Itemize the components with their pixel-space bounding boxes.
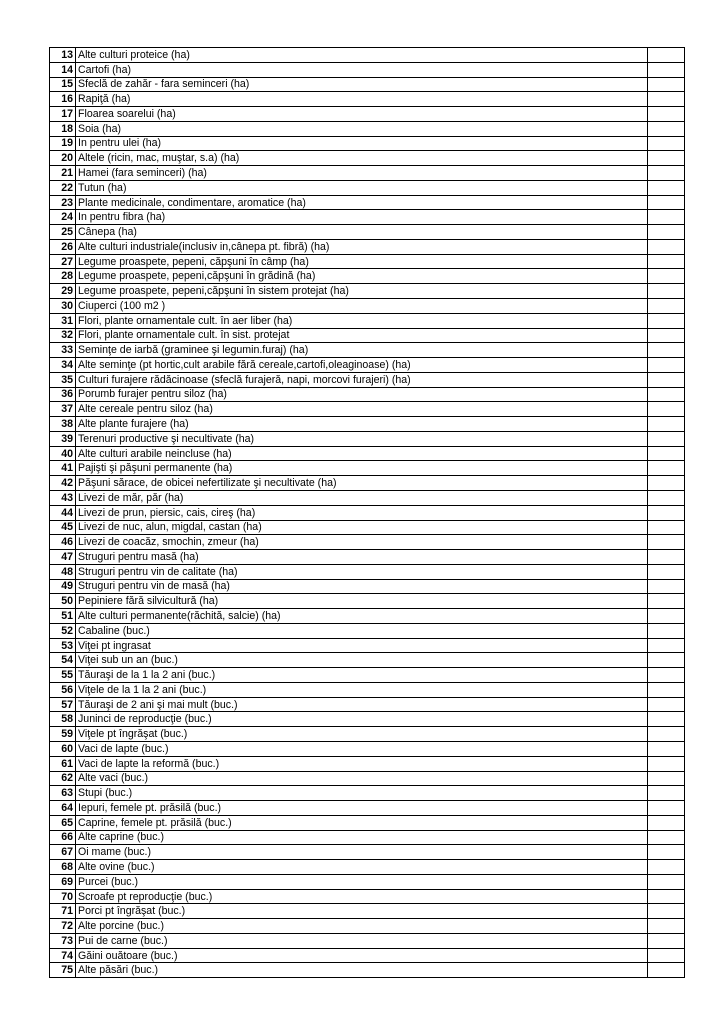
row-label: Porumb furajer pentru siloz (ha) <box>76 387 648 402</box>
table-row <box>50 372 685 387</box>
row-value-cell[interactable] <box>648 712 685 727</box>
row-label: Legume proaspete, pepeni, căpşuni în câmp (ha) <box>76 254 648 269</box>
table-row <box>50 638 685 653</box>
row-label: Struguri pentru vin de masă (ha) <box>76 579 648 594</box>
row-value-cell[interactable] <box>648 490 685 505</box>
row-label: Alte porcine (buc.) <box>76 919 648 934</box>
row-number: 73 <box>50 933 76 948</box>
row-value-cell[interactable] <box>648 564 685 579</box>
row-label: Tăuraşi de 2 ani şi mai mult (buc.) <box>76 697 648 712</box>
table-row <box>50 77 685 92</box>
row-value-cell[interactable] <box>648 520 685 535</box>
row-value-cell[interactable] <box>648 225 685 240</box>
row-number: 30 <box>50 299 76 314</box>
row-label: Struguri pentru masă (ha) <box>76 550 648 565</box>
row-label: Alte caprine (buc.) <box>76 830 648 845</box>
row-value-cell[interactable] <box>648 535 685 550</box>
row-value-cell[interactable] <box>648 180 685 195</box>
row-number: 37 <box>50 402 76 417</box>
row-value-cell[interactable] <box>648 62 685 77</box>
row-number: 66 <box>50 830 76 845</box>
row-number: 42 <box>50 476 76 491</box>
row-value-cell[interactable] <box>648 874 685 889</box>
table-row <box>50 490 685 505</box>
row-number: 72 <box>50 919 76 934</box>
table-row <box>50 889 685 904</box>
row-number: 59 <box>50 727 76 742</box>
row-value-cell[interactable] <box>648 815 685 830</box>
row-label: Floarea soarelui (ha) <box>76 107 648 122</box>
row-label: Scroafe pt reproducţie (buc.) <box>76 889 648 904</box>
row-number: 51 <box>50 609 76 624</box>
row-value-cell[interactable] <box>648 919 685 934</box>
row-label: Cânepa (ha) <box>76 225 648 240</box>
row-number: 75 <box>50 963 76 978</box>
row-value-cell[interactable] <box>648 446 685 461</box>
row-label: Alte culturi industriale(inclusiv in,cânepa pt. fibră) (ha) <box>76 239 648 254</box>
row-label: Culturi furajere rădăcinoase (sfeclă furajeră, napi, morcovi furajeri) (ha) <box>76 372 648 387</box>
row-number: 69 <box>50 874 76 889</box>
row-value-cell[interactable] <box>648 195 685 210</box>
row-label: Alte vaci (buc.) <box>76 771 648 786</box>
row-value-cell[interactable] <box>648 638 685 653</box>
table-row <box>50 919 685 934</box>
table-row <box>50 933 685 948</box>
row-label: Flori, plante ornamentale cult. în sist. protejat <box>76 328 648 343</box>
table-row <box>50 92 685 107</box>
row-number: 27 <box>50 254 76 269</box>
table-row <box>50 121 685 136</box>
table-row <box>50 505 685 520</box>
row-label: Livezi de măr, păr (ha) <box>76 490 648 505</box>
table-row <box>50 151 685 166</box>
row-number: 71 <box>50 904 76 919</box>
row-value-cell[interactable] <box>648 343 685 358</box>
row-value-cell[interactable] <box>648 756 685 771</box>
row-label: Livezi de coacăz, smochin, zmeur (ha) <box>76 535 648 550</box>
row-value-cell[interactable] <box>648 623 685 638</box>
table-row <box>50 727 685 742</box>
row-value-cell[interactable] <box>648 889 685 904</box>
table-row <box>50 830 685 845</box>
row-number: 32 <box>50 328 76 343</box>
row-number: 39 <box>50 431 76 446</box>
row-value-cell[interactable] <box>648 682 685 697</box>
row-number: 70 <box>50 889 76 904</box>
row-number: 52 <box>50 623 76 638</box>
row-value-cell[interactable] <box>648 299 685 314</box>
row-label: Alte cereale pentru siloz (ha) <box>76 402 648 417</box>
row-label: Viţei pt ingrasat <box>76 638 648 653</box>
row-label: In pentru fibra (ha) <box>76 210 648 225</box>
row-number: 53 <box>50 638 76 653</box>
row-number: 65 <box>50 815 76 830</box>
row-value-cell[interactable] <box>648 151 685 166</box>
table-row <box>50 284 685 299</box>
table-row <box>50 845 685 860</box>
row-value-cell[interactable] <box>648 313 685 328</box>
row-number: 22 <box>50 180 76 195</box>
row-label: Pajişti şi păşuni permanente (ha) <box>76 461 648 476</box>
row-label: Plante medicinale, condimentare, aromatice (ha) <box>76 195 648 210</box>
row-label: Cartofi (ha) <box>76 62 648 77</box>
table-row <box>50 786 685 801</box>
row-value-cell[interactable] <box>648 904 685 919</box>
row-label: Păşuni sărace, de obicei nefertilizate şi necultivate (ha) <box>76 476 648 491</box>
table-row <box>50 210 685 225</box>
row-value-cell[interactable] <box>648 358 685 373</box>
row-number: 36 <box>50 387 76 402</box>
row-label: Viţei sub un an (buc.) <box>76 653 648 668</box>
row-value-cell[interactable] <box>648 668 685 683</box>
row-number: 34 <box>50 358 76 373</box>
row-value-cell[interactable] <box>648 550 685 565</box>
row-label: Pui de carne (buc.) <box>76 933 648 948</box>
table-row <box>50 402 685 417</box>
table-row <box>50 874 685 889</box>
row-label: Alte plante furajere (ha) <box>76 417 648 432</box>
row-value-cell[interactable] <box>648 786 685 801</box>
row-value-cell[interactable] <box>648 609 685 624</box>
row-label: Sfeclă de zahăr - fara seminceri (ha) <box>76 77 648 92</box>
row-label: Stupi (buc.) <box>76 786 648 801</box>
row-number: 35 <box>50 372 76 387</box>
row-number: 21 <box>50 166 76 181</box>
row-value-cell[interactable] <box>648 372 685 387</box>
row-label: Caprine, femele pt. prăsilă (buc.) <box>76 815 648 830</box>
row-number: 17 <box>50 107 76 122</box>
row-value-cell[interactable] <box>648 594 685 609</box>
row-number: 38 <box>50 417 76 432</box>
row-label: Iepuri, femele pt. prăsilă (buc.) <box>76 801 648 816</box>
row-label: Livezi de nuc, alun, migdal, castan (ha) <box>76 520 648 535</box>
row-number: 19 <box>50 136 76 151</box>
row-value-cell[interactable] <box>648 328 685 343</box>
row-value-cell[interactable] <box>648 387 685 402</box>
table-row <box>50 461 685 476</box>
table-row <box>50 860 685 875</box>
row-label: Hamei (fara seminceri) (ha) <box>76 166 648 181</box>
row-number: 57 <box>50 697 76 712</box>
table-row <box>50 653 685 668</box>
table-row <box>50 815 685 830</box>
table-row <box>50 431 685 446</box>
row-number: 20 <box>50 151 76 166</box>
table-row <box>50 609 685 624</box>
row-number: 26 <box>50 239 76 254</box>
table-row <box>50 417 685 432</box>
table-row <box>50 623 685 638</box>
table-row <box>50 343 685 358</box>
row-number: 49 <box>50 579 76 594</box>
row-label: Viţele pt îngrăşat (buc.) <box>76 727 648 742</box>
table-row <box>50 771 685 786</box>
row-value-cell[interactable] <box>648 830 685 845</box>
row-label: Tăuraşi de la 1 la 2 ani (buc.) <box>76 668 648 683</box>
row-label: Vaci de lapte la reformă (buc.) <box>76 756 648 771</box>
table-row <box>50 328 685 343</box>
row-value-cell[interactable] <box>648 136 685 151</box>
row-value-cell[interactable] <box>648 771 685 786</box>
row-value-cell[interactable] <box>648 166 685 181</box>
row-value-cell[interactable] <box>648 727 685 742</box>
row-label: Legume proaspete, pepeni,căpşuni în sistem protejat (ha) <box>76 284 648 299</box>
row-value-cell[interactable] <box>648 933 685 948</box>
row-label: Alte culturi arabile neincluse (ha) <box>76 446 648 461</box>
row-value-cell[interactable] <box>648 269 685 284</box>
row-label: Legume proaspete, pepeni,căpşuni în grădină (ha) <box>76 269 648 284</box>
table-row <box>50 904 685 919</box>
row-number: 54 <box>50 653 76 668</box>
row-number: 62 <box>50 771 76 786</box>
row-label: Livezi de prun, piersic, cais, cireş (ha) <box>76 505 648 520</box>
table-row <box>50 107 685 122</box>
table-row <box>50 136 685 151</box>
table-row <box>50 239 685 254</box>
row-number: 16 <box>50 92 76 107</box>
row-label: Tutun (ha) <box>76 180 648 195</box>
row-value-cell[interactable] <box>648 402 685 417</box>
row-label: Seminţe de iarbă (graminee şi legumin.furaj) (ha) <box>76 343 648 358</box>
row-value-cell[interactable] <box>648 107 685 122</box>
row-number: 56 <box>50 682 76 697</box>
row-number: 25 <box>50 225 76 240</box>
row-number: 23 <box>50 195 76 210</box>
row-value-cell[interactable] <box>648 697 685 712</box>
row-number: 18 <box>50 121 76 136</box>
table-row <box>50 387 685 402</box>
row-value-cell[interactable] <box>648 48 685 63</box>
table-row <box>50 712 685 727</box>
table-row <box>50 269 685 284</box>
row-number: 46 <box>50 535 76 550</box>
row-number: 24 <box>50 210 76 225</box>
table-row <box>50 446 685 461</box>
row-label: Viţele de la 1 la 2 ani (buc.) <box>76 682 648 697</box>
table-row <box>50 180 685 195</box>
row-number: 55 <box>50 668 76 683</box>
table-row <box>50 594 685 609</box>
row-value-cell[interactable] <box>648 121 685 136</box>
table-row <box>50 801 685 816</box>
row-label: Purcei (buc.) <box>76 874 648 889</box>
row-value-cell[interactable] <box>648 284 685 299</box>
row-label: Alte ovine (buc.) <box>76 860 648 875</box>
row-number: 68 <box>50 860 76 875</box>
table-row <box>50 48 685 63</box>
row-value-cell[interactable] <box>648 461 685 476</box>
row-number: 63 <box>50 786 76 801</box>
row-label: Struguri pentru vin de calitate (ha) <box>76 564 648 579</box>
table-row <box>50 579 685 594</box>
table-row <box>50 697 685 712</box>
row-label: Flori, plante ornamentale cult. în aer liber (ha) <box>76 313 648 328</box>
table-row <box>50 476 685 491</box>
row-value-cell[interactable] <box>648 860 685 875</box>
table-row <box>50 963 685 978</box>
row-number: 47 <box>50 550 76 565</box>
row-number: 45 <box>50 520 76 535</box>
row-number: 61 <box>50 756 76 771</box>
row-number: 67 <box>50 845 76 860</box>
row-number: 29 <box>50 284 76 299</box>
table-row <box>50 550 685 565</box>
row-label: Vaci de lapte (buc.) <box>76 741 648 756</box>
inventory-table <box>49 47 685 978</box>
table-row <box>50 520 685 535</box>
table-row <box>50 756 685 771</box>
row-label: Alte culturi proteice (ha) <box>76 48 648 63</box>
row-label: Porci pt îngrăşat (buc.) <box>76 904 648 919</box>
row-label: Soia (ha) <box>76 121 648 136</box>
row-number: 43 <box>50 490 76 505</box>
table-row <box>50 948 685 963</box>
row-number: 13 <box>50 48 76 63</box>
table-row <box>50 299 685 314</box>
row-number: 15 <box>50 77 76 92</box>
row-label: Pepiniere fără silvicultură (ha) <box>76 594 648 609</box>
inventory-table-body <box>50 48 685 978</box>
row-label: Alte culturi permanente(răchită, salcie) (ha) <box>76 609 648 624</box>
row-label: Ciuperci (100 m2 ) <box>76 299 648 314</box>
row-number: 28 <box>50 269 76 284</box>
row-number: 58 <box>50 712 76 727</box>
row-label: Alte păsări (buc.) <box>76 963 648 978</box>
row-label: Rapiţă (ha) <box>76 92 648 107</box>
table-row <box>50 166 685 181</box>
row-number: 50 <box>50 594 76 609</box>
row-value-cell[interactable] <box>648 963 685 978</box>
row-number: 41 <box>50 461 76 476</box>
row-value-cell[interactable] <box>648 254 685 269</box>
row-number: 40 <box>50 446 76 461</box>
row-label: In pentru ulei (ha) <box>76 136 648 151</box>
table-row <box>50 225 685 240</box>
row-label: Alte seminţe (pt hortic,cult arabile fără cereale,cartofi,oleaginoase) (ha) <box>76 358 648 373</box>
row-number: 14 <box>50 62 76 77</box>
row-label: Juninci de reproducţie (buc.) <box>76 712 648 727</box>
row-value-cell[interactable] <box>648 948 685 963</box>
table-row <box>50 313 685 328</box>
row-value-cell[interactable] <box>648 77 685 92</box>
table-row <box>50 564 685 579</box>
row-value-cell[interactable] <box>648 210 685 225</box>
row-number: 33 <box>50 343 76 358</box>
row-number: 48 <box>50 564 76 579</box>
table-row <box>50 741 685 756</box>
table-row <box>50 358 685 373</box>
table-row <box>50 535 685 550</box>
row-value-cell[interactable] <box>648 505 685 520</box>
table-row <box>50 195 685 210</box>
row-value-cell[interactable] <box>648 579 685 594</box>
row-number: 74 <box>50 948 76 963</box>
row-label: Altele (ricin, mac, muştar, s.a) (ha) <box>76 151 648 166</box>
row-value-cell[interactable] <box>648 845 685 860</box>
row-number: 64 <box>50 801 76 816</box>
row-value-cell[interactable] <box>648 417 685 432</box>
row-number: 60 <box>50 741 76 756</box>
row-label: Găini ouătoare (buc.) <box>76 948 648 963</box>
row-label: Oi mame (buc.) <box>76 845 648 860</box>
row-value-cell[interactable] <box>648 92 685 107</box>
row-value-cell[interactable] <box>648 741 685 756</box>
row-number: 31 <box>50 313 76 328</box>
row-label: Cabaline (buc.) <box>76 623 648 638</box>
table-row <box>50 254 685 269</box>
row-value-cell[interactable] <box>648 431 685 446</box>
row-value-cell[interactable] <box>648 476 685 491</box>
table-row <box>50 682 685 697</box>
row-value-cell[interactable] <box>648 801 685 816</box>
row-value-cell[interactable] <box>648 653 685 668</box>
table-row <box>50 668 685 683</box>
row-number: 44 <box>50 505 76 520</box>
row-label: Terenuri productive şi necultivate (ha) <box>76 431 648 446</box>
table-row <box>50 62 685 77</box>
row-value-cell[interactable] <box>648 239 685 254</box>
